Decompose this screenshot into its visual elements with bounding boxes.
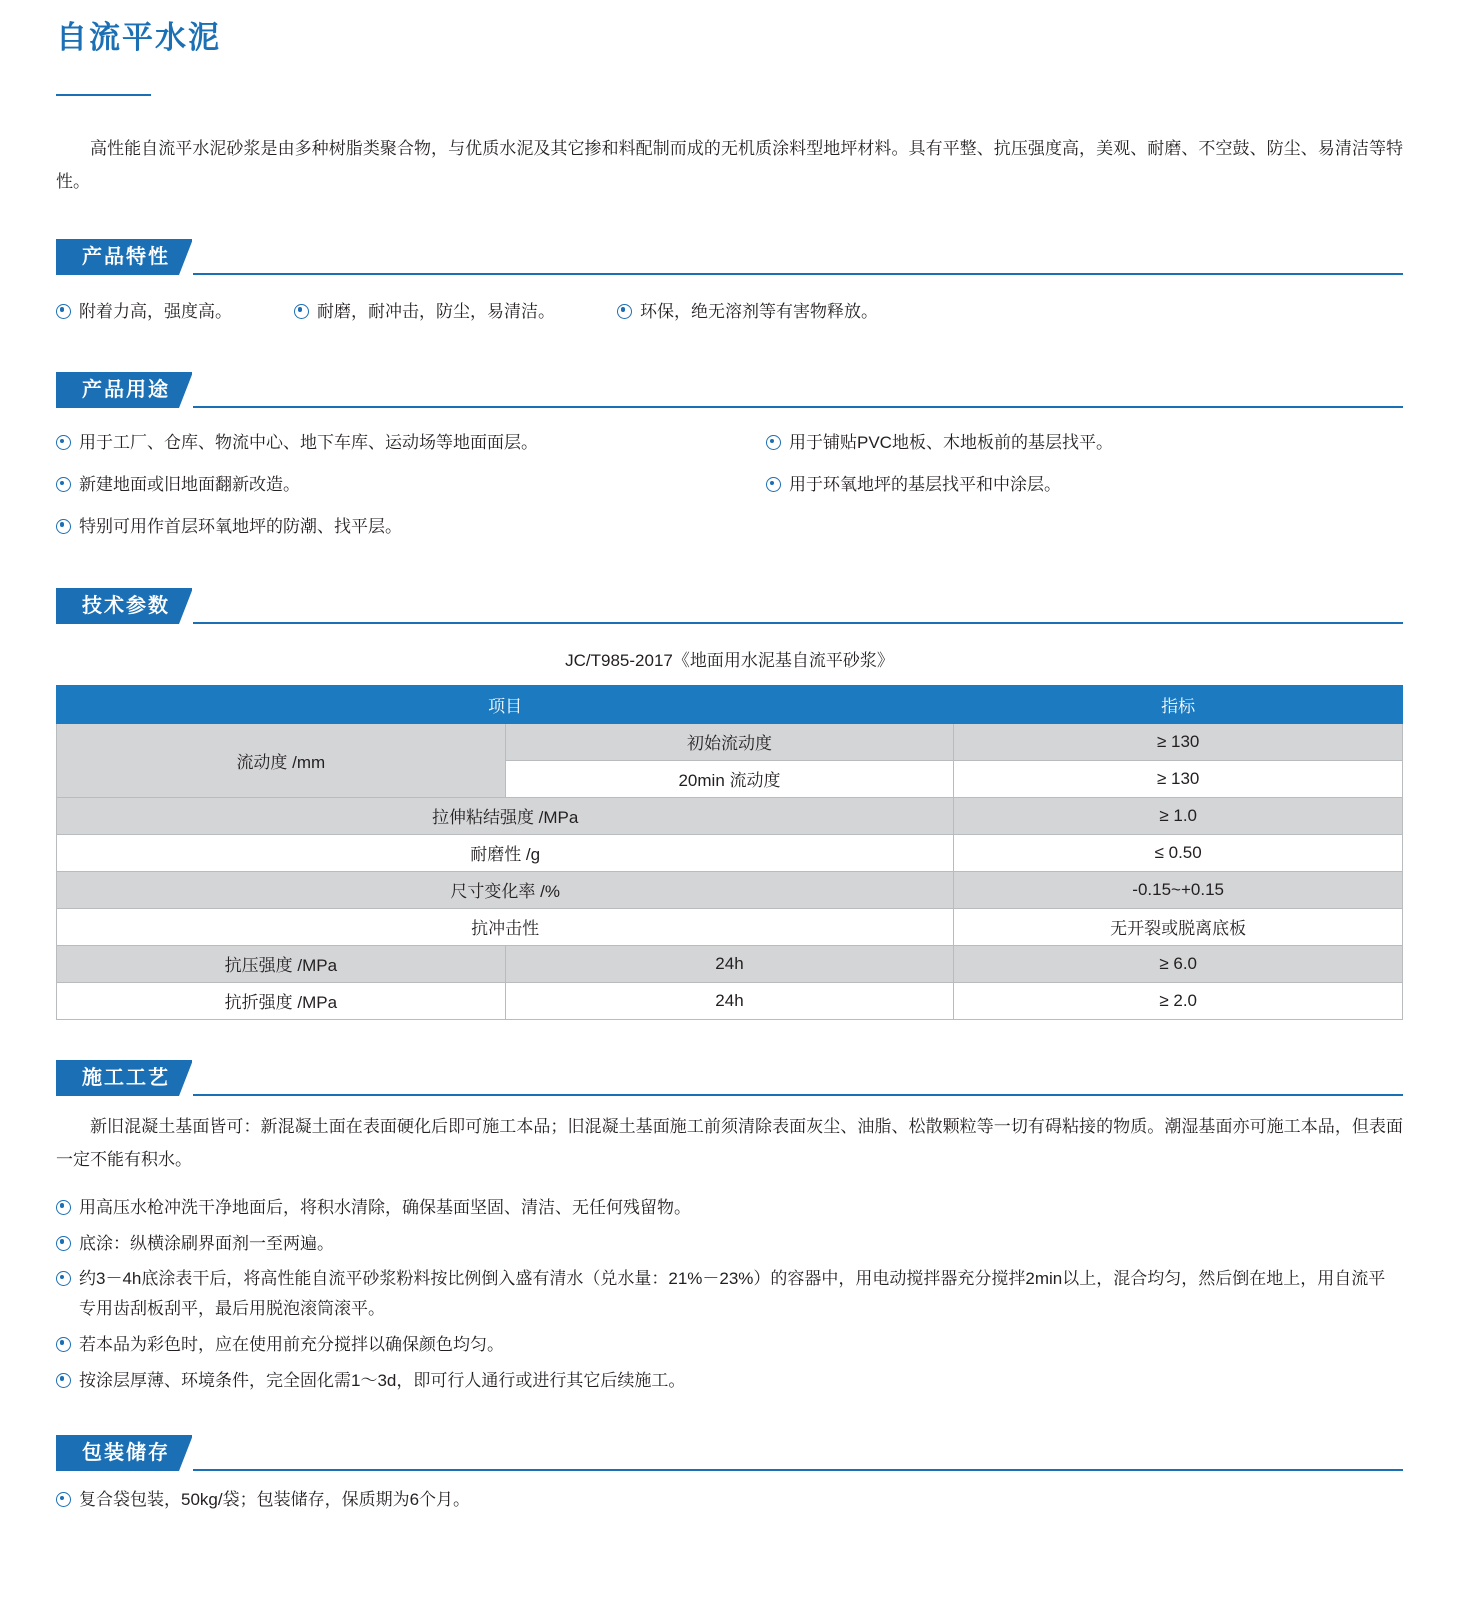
cell-item-name: 拉伸粘结强度 /MPa: [57, 797, 954, 834]
ring-bullet-icon: [56, 477, 71, 492]
section-title-features: 产品特性: [56, 239, 192, 275]
section-rule-features: [56, 273, 1403, 275]
list-item: [56, 1330, 1403, 1360]
list-item: [56, 1229, 1403, 1259]
ring-bullet-icon: [56, 1373, 71, 1388]
intro-paragraph: 高性能自流平水泥砂浆是由多种树脂类聚合物，与优质水泥及其它掺和料配制而成的无机质涂料型地坪材料。具有平整、抗压强度高，美观、耐磨、不空鼓、防尘、易清洁等特性。: [56, 139, 1403, 192]
list-item: [766, 470, 1403, 500]
table-row: [57, 797, 1403, 834]
cell-item-value: ≥ 1.0: [954, 797, 1403, 834]
list-item-label: 复合袋包装，50kg/袋；包装储存，保质期为6个月。: [79, 1490, 471, 1510]
cell-item-name: 耐磨性 /g: [57, 834, 954, 871]
column-header-item: 项目: [57, 685, 954, 723]
table-row: [57, 723, 1403, 760]
cell-item-sub: 24h: [505, 945, 954, 982]
ring-bullet-icon: [56, 435, 71, 450]
list-item: [294, 297, 555, 327]
section-packaging: [56, 1435, 1403, 1515]
list-item: [766, 428, 1403, 458]
features-row: [56, 291, 1403, 333]
section-header-features: [56, 239, 1403, 275]
table-row: [57, 908, 1403, 945]
list-item-label: 约3－4h底涂表干后，将高性能自流平砂浆粉料按比例倒入盛有清水（兑水量：21%－23%）的容器中，用电动搅拌器充分搅拌2min以上，混合均匀，然后倒在地上，用自流平专用齿刮板刮平，最后用脱泡滚筒滚平。: [79, 1269, 1386, 1319]
section-header-packaging: [56, 1435, 1403, 1471]
section-header-usage: [56, 372, 1403, 408]
section-header-process: [56, 1060, 1403, 1096]
ring-bullet-icon: [56, 519, 71, 534]
process-paragraph: 新旧混凝土基面皆可：新混凝土面在表面硬化后即可施工本品；旧混凝土基面施工前须清除表面灰尘、油脂、松散颗粒等一切有碍粘接的物质。潮湿基面亦可施工本品，但表面一定不能有积水。: [56, 1116, 1403, 1169]
usage-list: [56, 422, 1403, 547]
section-usage: [56, 372, 1403, 547]
list-item-label: 若本品为彩色时，应在使用前充分搅拌以确保颜色均匀。: [79, 1334, 504, 1354]
cell-item-name: 流动度 /mm: [57, 723, 506, 797]
section-rule-usage: [56, 406, 1403, 408]
list-item: [56, 1264, 1403, 1324]
list-item-label: 用于环氧地坪的基层找平和中涂层。: [789, 475, 1061, 495]
ring-bullet-icon: [56, 304, 71, 319]
ring-bullet-icon: [617, 304, 632, 319]
cell-item-name: 抗冲击性: [57, 908, 954, 945]
section-features: [56, 239, 1403, 333]
cell-item-sub: 24h: [505, 982, 954, 1019]
list-item-label: 用高压水枪冲洗干净地面后，将积水清除，确保基面坚固、清洁、无任何残留物。: [79, 1197, 691, 1217]
list-item: [56, 1485, 1403, 1515]
cell-item-sub: 20min 流动度: [505, 760, 954, 797]
section-specs: [56, 588, 1403, 1020]
cell-item-value: ≤ 0.50: [954, 834, 1403, 871]
specs-table: [56, 685, 1403, 1020]
list-item: [56, 428, 756, 458]
table-row: [57, 871, 1403, 908]
list-item: [617, 297, 878, 327]
table-header-row: [57, 685, 1403, 723]
cell-item-value: 无开裂或脱离底板: [954, 908, 1403, 945]
list-item-label: 附着力高，强度高。: [79, 301, 232, 321]
list-item: [56, 297, 232, 327]
list-item-label: 耐磨，耐冲击，防尘，易清洁。: [317, 301, 555, 321]
section-title-process: 施工工艺: [56, 1060, 192, 1096]
list-item-label: 按涂层厚薄、环境条件，完全固化需1～3d，即可行人通行或进行其它后续施工。: [79, 1370, 686, 1390]
features-list: [56, 291, 1403, 333]
ring-bullet-icon: [56, 1236, 71, 1251]
list-item-label: 用于铺贴PVC地板、木地板前的基层找平。: [789, 433, 1113, 453]
cell-item-name: 尺寸变化率 /%: [57, 871, 954, 908]
cell-item-name: 抗压强度 /MPa: [57, 945, 506, 982]
packaging-list: [56, 1485, 1403, 1515]
page-content: [56, 0, 1403, 1515]
list-item: [56, 1366, 1403, 1396]
ring-bullet-icon: [766, 435, 781, 450]
cell-item-value: -0.15~+0.15: [954, 871, 1403, 908]
section-rule-process: [56, 1094, 1403, 1096]
specs-table-head: [57, 685, 1403, 723]
list-item: [56, 470, 756, 500]
ring-bullet-icon: [56, 1337, 71, 1352]
cell-item-value: ≥ 130: [954, 723, 1403, 760]
section-rule-packaging: [56, 1469, 1403, 1471]
cell-item-sub: 初始流动度: [505, 723, 954, 760]
title-divider: [56, 94, 151, 96]
table-row: [57, 982, 1403, 1019]
cell-item-name: 抗折强度 /MPa: [57, 982, 506, 1019]
ring-bullet-icon: [766, 477, 781, 492]
list-item-label: 环保，绝无溶剂等有害物释放。: [640, 301, 878, 321]
section-process: [56, 1060, 1403, 1396]
section-header-specs: [56, 588, 1403, 624]
ring-bullet-icon: [294, 304, 309, 319]
section-rule-specs: [56, 622, 1403, 624]
cell-item-value: ≥ 6.0: [954, 945, 1403, 982]
list-item-label: 用于工厂、仓库、物流中心、地下车库、运动场等地面面层。: [79, 433, 538, 453]
standard-reference: JC/T985-2017《地面用水泥基自流平砂浆》: [565, 650, 894, 670]
list-item-label: 底涂：纵横涂刷界面剂一至两遍。: [79, 1233, 334, 1253]
ring-bullet-icon: [56, 1492, 71, 1507]
list-item: [56, 512, 756, 542]
table-row: [57, 945, 1403, 982]
ring-bullet-icon: [56, 1200, 71, 1215]
section-title-packaging: 包装储存: [56, 1435, 192, 1471]
process-list: [56, 1193, 1403, 1396]
list-item-label: 特别可用作首层环氧地坪的防潮、找平层。: [79, 516, 402, 536]
cell-item-value: ≥ 130: [954, 760, 1403, 797]
specs-table-body: [57, 723, 1403, 1019]
section-title-specs: 技术参数: [56, 588, 192, 624]
cell-item-value: ≥ 2.0: [954, 982, 1403, 1019]
page-title: 自流平水泥: [56, 20, 221, 55]
ring-bullet-icon: [56, 1271, 71, 1286]
column-header-index: 指标: [954, 685, 1403, 723]
list-item-label: 新建地面或旧地面翻新改造。: [79, 475, 300, 495]
table-row: [57, 834, 1403, 871]
list-item: [56, 1193, 1403, 1223]
section-title-usage: 产品用途: [56, 372, 192, 408]
